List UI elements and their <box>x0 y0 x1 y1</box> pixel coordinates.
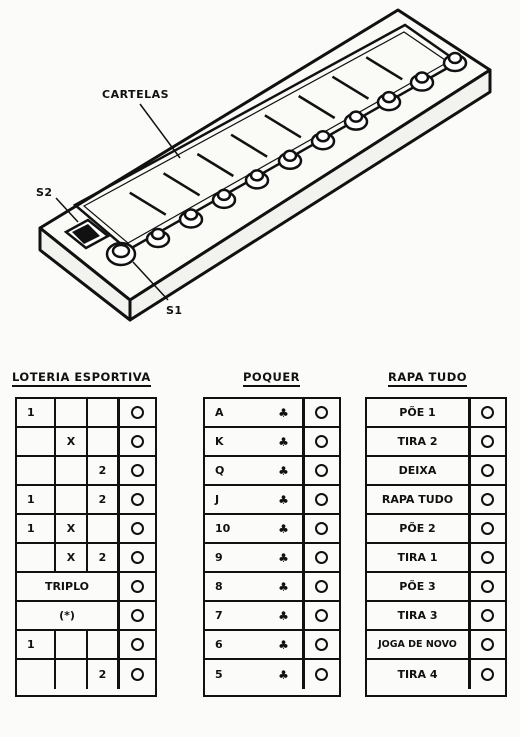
loteria-cell-1 <box>17 457 56 484</box>
rapa-row <box>367 486 505 515</box>
lamp-circle-icon <box>481 668 494 681</box>
loteria-span-cell: (*) <box>17 602 120 629</box>
rapa-action: PÕE 1 <box>367 399 471 426</box>
poquer-rank: Q <box>215 464 225 477</box>
lamp-circle-icon <box>315 464 328 477</box>
club-icon: ♣ <box>265 486 305 513</box>
rapa-action: DEIXA <box>367 457 471 484</box>
card-poquer <box>203 397 341 697</box>
loteria-cell-1: 1 <box>17 631 56 658</box>
rapa-row <box>367 631 505 660</box>
lamp-cell <box>305 399 338 426</box>
club-icon: ♣ <box>265 515 305 542</box>
loteria-cell-2 <box>88 515 120 542</box>
poquer-rank: A <box>215 406 224 419</box>
lamp-circle-icon <box>315 609 328 622</box>
poquer-rank: 7 <box>215 609 223 622</box>
poquer-row <box>205 515 339 544</box>
loteria-cell-x <box>56 660 88 689</box>
loteria-row <box>17 573 155 602</box>
lamp-cell <box>471 428 504 455</box>
lamp-cell <box>305 515 338 542</box>
rapa-action: TIRA 4 <box>367 660 471 689</box>
lamp-circle-icon <box>131 580 144 593</box>
poquer-title: POQUER <box>243 370 300 387</box>
lamp-circle-icon <box>131 638 144 651</box>
loteria-cell-x <box>56 631 88 658</box>
rapa-title: RAPA TUDO <box>388 370 467 387</box>
lamp-circle-icon <box>131 551 144 564</box>
rapa-row <box>367 660 505 689</box>
rapa-action: TIRA 2 <box>367 428 471 455</box>
lamp-cell <box>120 399 154 426</box>
loteria-cell-2: 2 <box>88 544 120 571</box>
loteria-row <box>17 660 155 689</box>
lamp-cell <box>120 544 154 571</box>
lamp-cell <box>471 457 504 484</box>
lamp-circle-icon <box>315 522 328 535</box>
lamp-cell <box>305 428 338 455</box>
lamp-cell <box>120 428 154 455</box>
poquer-row <box>205 544 339 573</box>
label-s1: S1 <box>166 304 183 317</box>
loteria-cell-2 <box>88 631 120 658</box>
loteria-cell-x: X <box>56 544 88 571</box>
loteria-cell-1: 1 <box>17 515 56 542</box>
rapa-row <box>367 399 505 428</box>
loteria-cell-1 <box>17 660 56 689</box>
loteria-row <box>17 515 155 544</box>
club-icon: ♣ <box>265 544 305 571</box>
club-icon: ♣ <box>265 660 305 689</box>
rapa-row <box>367 573 505 602</box>
poquer-rank: 10 <box>215 522 231 535</box>
rapa-row <box>367 428 505 457</box>
loteria-cell-2: 2 <box>88 486 120 513</box>
poquer-rank: 5 <box>215 668 223 681</box>
lamp-cell <box>120 573 154 600</box>
loteria-cell-2 <box>88 428 120 455</box>
rapa-action: TIRA 3 <box>367 602 471 629</box>
lamp-circle-icon <box>131 668 144 681</box>
poquer-rank: J <box>215 493 220 506</box>
loteria-cell-1: 1 <box>17 399 56 426</box>
poquer-row <box>205 660 339 689</box>
lamp-circle-icon <box>481 638 494 651</box>
label-cartelas: CARTELAS <box>102 88 170 101</box>
loteria-cell-x: X <box>56 515 88 542</box>
lamp-cell <box>305 602 338 629</box>
lamp-circle-icon <box>315 638 328 651</box>
lamp-circle-icon <box>481 435 494 448</box>
lamp-circle-icon <box>481 406 494 419</box>
poquer-row <box>205 428 339 457</box>
lamp-cell <box>471 515 504 542</box>
lamp-cell <box>120 486 154 513</box>
loteria-cell-1 <box>17 428 56 455</box>
lamp-cell <box>305 660 338 689</box>
loteria-cell-x: X <box>56 428 88 455</box>
lamp-cell <box>305 573 338 600</box>
lamp-circle-icon <box>315 493 328 506</box>
lamp-cell <box>120 602 154 629</box>
poquer-rank: K <box>215 435 224 448</box>
lamp-circle-icon <box>481 522 494 535</box>
rapa-action: PÕE 3 <box>367 573 471 600</box>
device-illustration <box>0 0 520 340</box>
card-rapa-tudo <box>365 397 507 697</box>
lamp-circle-icon <box>131 435 144 448</box>
lamp-circle-icon <box>481 580 494 593</box>
loteria-cell-x <box>56 486 88 513</box>
lamp-cell <box>471 486 504 513</box>
rapa-action: JOGA DE NOVO <box>367 631 471 658</box>
lamp-circle-icon <box>481 464 494 477</box>
rapa-row <box>367 602 505 631</box>
push-button-s1-icon[interactable] <box>107 243 135 265</box>
lamp-cell <box>120 660 154 689</box>
lamp-circle-icon <box>131 406 144 419</box>
club-icon: ♣ <box>265 631 305 658</box>
rapa-action: TIRA 1 <box>367 544 471 571</box>
club-icon: ♣ <box>265 457 305 484</box>
loteria-row <box>17 486 155 515</box>
loteria-row <box>17 428 155 457</box>
lamp-cell <box>471 660 504 689</box>
loteria-cell-x <box>56 457 88 484</box>
club-icon: ♣ <box>265 428 305 455</box>
rapa-row <box>367 457 505 486</box>
lamp-cell <box>120 457 154 484</box>
loteria-title: LOTERIA ESPORTIVA <box>12 370 151 387</box>
poquer-row <box>205 486 339 515</box>
lamp-cell <box>305 486 338 513</box>
lamp-circle-icon <box>131 522 144 535</box>
lamp-cell <box>471 631 504 658</box>
poquer-row <box>205 602 339 631</box>
club-icon: ♣ <box>265 399 305 426</box>
lamp-cell <box>305 457 338 484</box>
loteria-span-cell: TRIPLO <box>17 573 120 600</box>
lamp-circle-icon <box>315 668 328 681</box>
loteria-cell-2 <box>88 399 120 426</box>
poquer-rank: 9 <box>215 551 223 564</box>
loteria-cell-2: 2 <box>88 660 120 689</box>
lamp-circle-icon <box>481 551 494 564</box>
loteria-row <box>17 457 155 486</box>
loteria-cell-2: 2 <box>88 457 120 484</box>
lamp-circle-icon <box>481 609 494 622</box>
lamp-circle-icon <box>315 435 328 448</box>
lamp-cell <box>471 399 504 426</box>
rapa-action: RAPA TUDO <box>367 486 471 513</box>
lamp-circle-icon <box>315 580 328 593</box>
label-s2: S2 <box>36 186 53 199</box>
poquer-row <box>205 631 339 660</box>
loteria-cell-1 <box>17 544 56 571</box>
club-icon: ♣ <box>265 602 305 629</box>
lamp-circle-icon <box>131 464 144 477</box>
loteria-cell-1: 1 <box>17 486 56 513</box>
rapa-row <box>367 544 505 573</box>
loteria-row <box>17 602 155 631</box>
lamp-circle-icon <box>315 551 328 564</box>
loteria-row <box>17 544 155 573</box>
club-icon: ♣ <box>265 573 305 600</box>
loteria-row <box>17 631 155 660</box>
lamp-cell <box>120 631 154 658</box>
card-loteria-esportiva <box>15 397 157 697</box>
poquer-row <box>205 399 339 428</box>
lamp-circle-icon <box>481 493 494 506</box>
lamp-circle-icon <box>131 609 144 622</box>
lamp-cell <box>305 544 338 571</box>
leader-cartelas <box>140 104 180 158</box>
lamp-cell <box>120 515 154 542</box>
lamp-cell <box>471 544 504 571</box>
poquer-rank: 6 <box>215 638 223 651</box>
poquer-rank: 8 <box>215 580 223 593</box>
poquer-row <box>205 457 339 486</box>
poquer-row <box>205 573 339 602</box>
lamp-cell <box>471 602 504 629</box>
lamp-circle-icon <box>315 406 328 419</box>
lamp-cell <box>471 573 504 600</box>
loteria-cell-x <box>56 399 88 426</box>
loteria-row <box>17 399 155 428</box>
rapa-action: PÕE 2 <box>367 515 471 542</box>
lamp-circle-icon <box>131 493 144 506</box>
rapa-row <box>367 515 505 544</box>
lamp-cell <box>305 631 338 658</box>
